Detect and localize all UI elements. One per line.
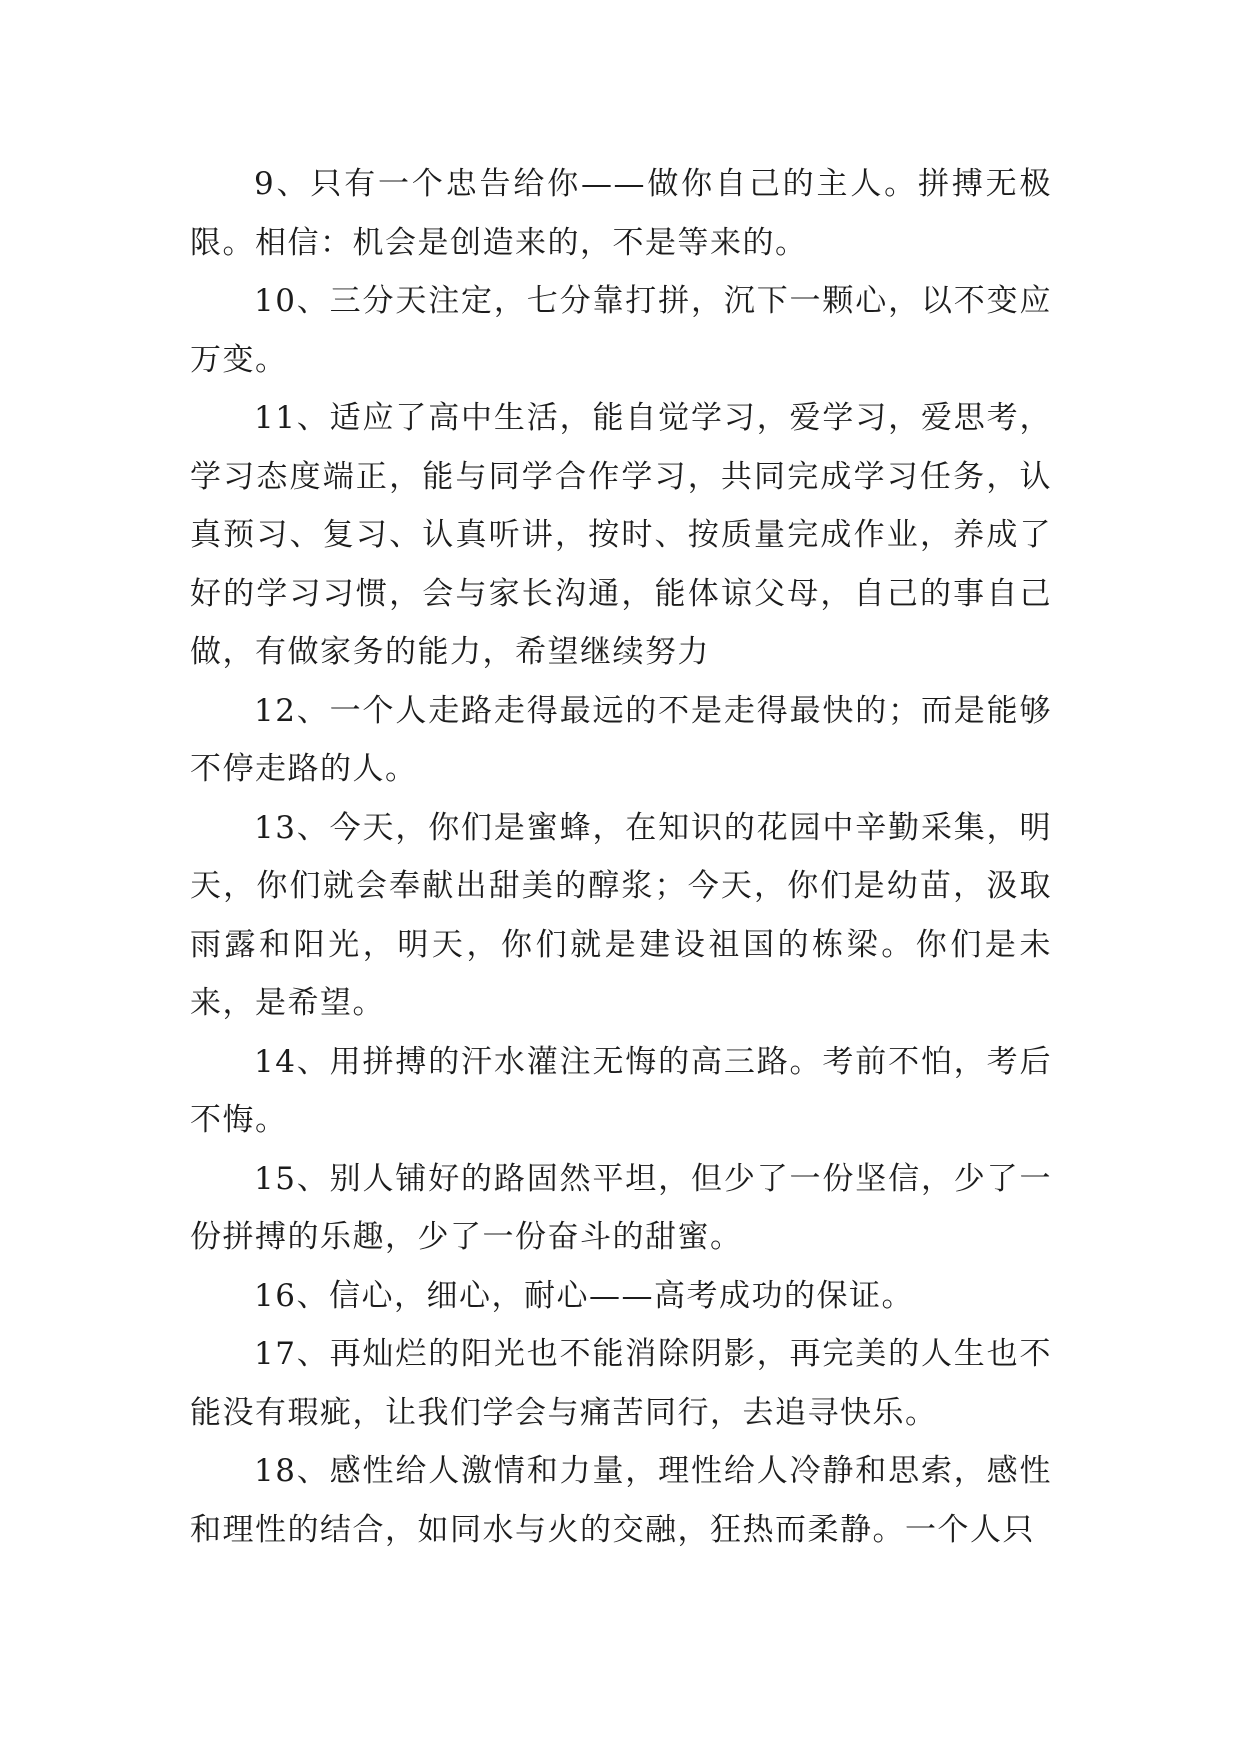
paragraph-10: 10、三分天注定，七分靠打拼，沉下一颗心，以不变应万变。	[190, 283, 1052, 378]
paragraph-13: 13、今天，你们是蜜蜂，在知识的花园中辛勤采集，明天，你们就会奉献出甜美的醇浆；今天，你们是幼苗，汲取雨露和阳光，明天，你们就是建设祖国的栋梁。你们是未来，是希望。	[190, 809, 1052, 1021]
paragraph-15: 15、别人铺好的路固然平坦，但少了一份坚信，少了一份拼搏的乐趣，少了一份奋斗的甜蜜。	[190, 1160, 1052, 1255]
paragraph-18: 18、感性给人激情和力量，理性给人冷静和思索，感性和理性的结合，如同水与火的交融，狂热而柔静。一个人只	[190, 1453, 1052, 1548]
paragraph-16: 16、信心，细心，耐心——高考成功的保证。	[254, 1277, 914, 1314]
paragraph-17: 17、再灿烂的阳光也不能消除阴影，再完美的人生也不能没有瑕疵，让我们学会与痛苦同行，去追寻快乐。	[190, 1336, 1052, 1431]
paragraph-12: 12、一个人走路走得最远的不是走得最快的；而是能够不停走路的人。	[190, 692, 1052, 787]
document-body	[190, 155, 1052, 1559]
paragraph-11: 11、适应了高中生活，能自觉学习，爱学习，爱思考，学习态度端正，能与同学合作学习，共同完成学习任务，认真预习、复习、认真听讲，按时、按质量完成作业，养成了好的学习习惯，会与家长沟通，能体谅父母，自己的事自己做，有做家务的能力，希望继续努力	[190, 400, 1052, 670]
paragraph-9: 9、只有一个忠告给你——做你自己的主人。拼搏无极限。相信：机会是创造来的，不是等来的。	[190, 166, 1052, 261]
paragraph-14: 14、用拼搏的汗水灌注无悔的高三路。考前不怕，考后不悔。	[190, 1043, 1052, 1138]
